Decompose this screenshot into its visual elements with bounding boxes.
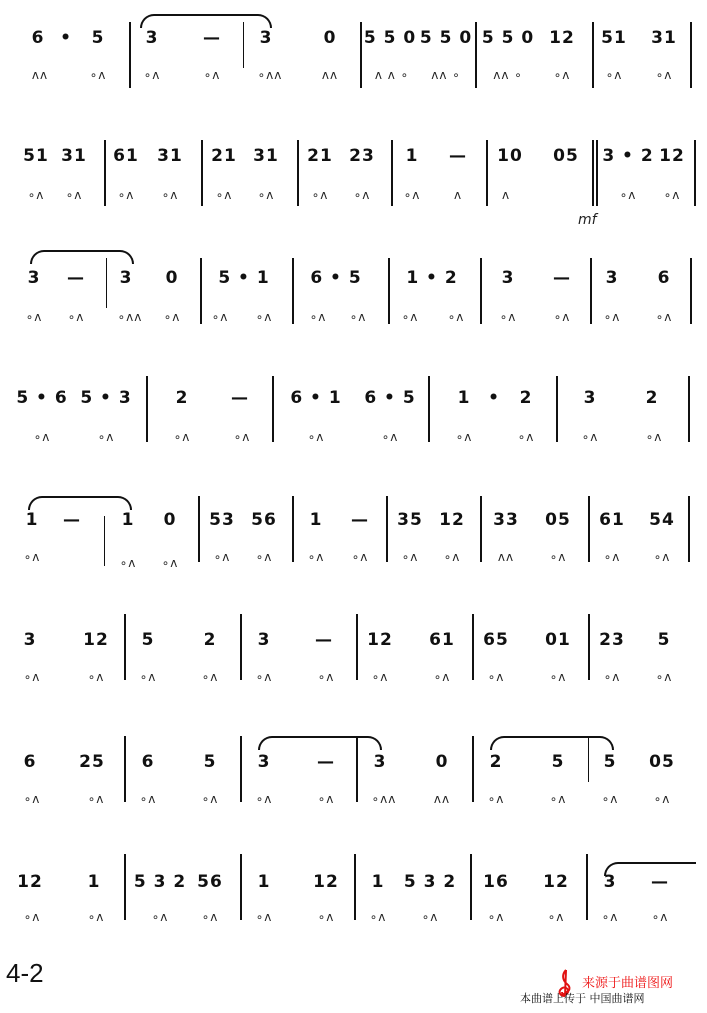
barline xyxy=(588,496,590,562)
note: 3 xyxy=(603,872,617,892)
bowing-mark: ∘ʌ xyxy=(553,68,571,82)
dash-extension: — xyxy=(351,510,369,530)
note: 6 • 5 xyxy=(364,388,416,408)
bowing-mark: ʌʌ xyxy=(433,792,451,806)
bowing-mark: ∘ʌ xyxy=(663,188,681,202)
page-number: 4-2 xyxy=(6,958,44,988)
bowing-mark: ∘ʌ xyxy=(517,430,535,444)
note: 2 xyxy=(203,630,217,650)
bowing-mark: ∘ʌ xyxy=(311,188,329,202)
bowing-mark: ∘ʌ xyxy=(307,430,325,444)
bowing-mark: ∘ʌ xyxy=(603,670,621,684)
barline xyxy=(124,614,126,680)
note: 3 xyxy=(119,268,133,288)
bowing-mark: ∘ʌ xyxy=(255,910,273,924)
barline xyxy=(588,736,589,782)
note: 2 xyxy=(645,388,659,408)
note: 12 xyxy=(17,872,43,892)
staff-system-1 xyxy=(0,20,707,100)
bowing-mark: ∘ʌ xyxy=(605,68,623,82)
note: 0 xyxy=(165,268,179,288)
bowing-mark: ∘ʌ xyxy=(23,670,41,684)
bowing-mark: ∘ʌ xyxy=(255,550,273,564)
bowing-mark: ∘ʌ xyxy=(499,310,517,324)
augmentation-dot: • xyxy=(60,28,72,48)
bowing-mark: ∘ʌ xyxy=(255,310,273,324)
barline xyxy=(201,140,203,206)
note: 3 xyxy=(27,268,41,288)
note: 6 xyxy=(31,28,45,48)
bowing-mark: ∘ʌ xyxy=(215,188,233,202)
bowing-mark: ∘ʌ xyxy=(203,68,221,82)
barline xyxy=(386,496,388,562)
bowing-mark: ∘ʌʌ xyxy=(257,68,283,82)
barline xyxy=(198,496,200,562)
bowing-mark: ∘ʌ xyxy=(213,550,231,564)
bowing-mark: ∘ʌ xyxy=(401,310,419,324)
bowing-mark: ∘ʌ xyxy=(117,188,135,202)
barline xyxy=(292,496,294,562)
note: 5 xyxy=(91,28,105,48)
bowing-mark: ∘ʌ xyxy=(655,68,673,82)
note: 5 xyxy=(141,630,155,650)
barline xyxy=(480,496,482,562)
bowing-mark: ∘ʌ xyxy=(139,670,157,684)
note: 31 xyxy=(61,146,87,166)
note: 0 xyxy=(435,752,449,772)
barline xyxy=(592,140,594,206)
note: 5 3 2 xyxy=(403,872,457,892)
bowing-mark: ∘ʌ xyxy=(87,792,105,806)
bowing-mark: ∘ʌ xyxy=(87,670,105,684)
barline xyxy=(428,376,430,442)
bowing-mark: ∘ʌ xyxy=(349,310,367,324)
bowing-mark: ʌʌ ∘ xyxy=(493,68,523,82)
bowing-mark: ʌ ʌ ∘ xyxy=(374,68,410,82)
note: 61 xyxy=(429,630,455,650)
barline xyxy=(354,854,356,920)
bowing-mark: ∘ʌ xyxy=(487,792,505,806)
note: 6 xyxy=(657,268,671,288)
bowing-mark: ∘ʌ xyxy=(645,430,663,444)
bowing-mark: ∘ʌ xyxy=(401,550,419,564)
bowing-mark: ∘ʌ xyxy=(161,188,179,202)
note: 6 • 1 xyxy=(290,388,342,408)
bowing-mark: ʌʌ xyxy=(321,68,339,82)
note: 23 xyxy=(349,146,375,166)
tie-arc xyxy=(30,250,134,264)
note: 5 • 6 xyxy=(16,388,68,408)
barline xyxy=(690,258,692,324)
bowing-mark: ∘ʌ xyxy=(201,910,219,924)
bowing-mark: ∘ʌ xyxy=(233,430,251,444)
bowing-mark: ∘ʌ xyxy=(201,792,219,806)
bowing-mark: ∘ʌ xyxy=(255,792,273,806)
watermark-upload-text: 本曲谱上传于 中国曲谱网 xyxy=(520,992,645,1005)
note: 1 • 2 xyxy=(406,268,458,288)
barline xyxy=(586,854,588,920)
note: 5 5 0 xyxy=(481,28,535,48)
dynamic-marking: mf xyxy=(578,212,597,228)
note: 5 3 2 xyxy=(133,872,187,892)
barline xyxy=(592,22,594,88)
bowing-mark: ∘ʌ xyxy=(549,670,567,684)
bowing-mark: ʌ xyxy=(501,188,511,202)
staff-system-4 xyxy=(0,374,707,454)
bowing-mark: ∘ʌ xyxy=(87,910,105,924)
staff-system-3 xyxy=(0,256,707,336)
augmentation-dot: • xyxy=(488,388,500,408)
barline xyxy=(124,736,126,802)
bowing-mark: ∘ʌ xyxy=(257,188,275,202)
bowing-mark: ∘ʌ xyxy=(67,310,85,324)
note: 12 xyxy=(439,510,465,530)
bowing-mark: ∘ʌ xyxy=(603,550,621,564)
note: 1 xyxy=(25,510,39,530)
bowing-mark: ∘ʌ xyxy=(97,430,115,444)
barline xyxy=(694,140,696,206)
tie-arc xyxy=(28,496,132,510)
barline xyxy=(240,736,242,802)
note: 1 xyxy=(87,872,101,892)
barline xyxy=(124,854,126,920)
barline xyxy=(297,140,299,206)
barline xyxy=(129,22,131,88)
tie-arc xyxy=(140,14,272,28)
bowing-mark: ∘ʌʌ xyxy=(117,310,143,324)
bowing-mark: ∘ʌ xyxy=(371,670,389,684)
staff-system-2 xyxy=(0,138,707,228)
note: 5 xyxy=(203,752,217,772)
barline xyxy=(472,736,474,802)
bowing-mark: ∘ʌ xyxy=(403,188,421,202)
bowing-mark: ∘ʌ xyxy=(653,550,671,564)
bowing-mark: ∘ʌ xyxy=(653,792,671,806)
bowing-mark: ∘ʌ xyxy=(651,910,669,924)
barline xyxy=(480,258,482,324)
note: 51 xyxy=(23,146,49,166)
bowing-mark: ∘ʌ xyxy=(89,68,107,82)
bowing-mark: ∘ʌ xyxy=(151,910,169,924)
bowing-mark: ʌʌ xyxy=(31,68,49,82)
bowing-mark: ∘ʌ xyxy=(255,670,273,684)
note: 1 xyxy=(257,872,271,892)
bowing-mark: ∘ʌ xyxy=(65,188,83,202)
note: 5 xyxy=(603,752,617,772)
note: 6 xyxy=(141,752,155,772)
bowing-mark: ∘ʌ xyxy=(487,910,505,924)
note: 3 xyxy=(605,268,619,288)
bowing-mark: ʌʌ xyxy=(497,550,515,564)
bowing-mark: ∘ʌ xyxy=(317,910,335,924)
bowing-mark: ∘ʌ xyxy=(549,792,567,806)
bowing-mark: ∘ʌ xyxy=(307,550,325,564)
bowing-mark: ʌʌ ∘ xyxy=(431,68,461,82)
note: 6 xyxy=(23,752,37,772)
note: 2 xyxy=(175,388,189,408)
note: 21 xyxy=(211,146,237,166)
barline xyxy=(292,258,294,324)
dash-extension: — xyxy=(315,630,333,650)
barline xyxy=(360,22,362,88)
note: 05 xyxy=(553,146,579,166)
barline xyxy=(104,516,105,566)
barline xyxy=(588,614,590,680)
note: 35 xyxy=(397,510,423,530)
note: 16 xyxy=(483,872,509,892)
note: 3 xyxy=(583,388,597,408)
note: 5 • 3 xyxy=(80,388,132,408)
barline xyxy=(240,614,242,680)
bowing-mark: ∘ʌ xyxy=(317,792,335,806)
note: 0 xyxy=(323,28,337,48)
note: 53 xyxy=(209,510,235,530)
bowing-mark: ∘ʌ xyxy=(603,310,621,324)
tie-arc xyxy=(604,862,696,876)
bowing-mark: ∘ʌ xyxy=(27,188,45,202)
barline xyxy=(391,140,393,206)
barline xyxy=(486,140,488,206)
note: 3 xyxy=(23,630,37,650)
bowing-mark: ∘ʌ xyxy=(369,910,387,924)
note: 5 5 0 xyxy=(363,28,417,48)
note: 01 xyxy=(545,630,571,650)
note: 51 xyxy=(601,28,627,48)
note: 56 xyxy=(197,872,223,892)
dash-extension: — xyxy=(449,146,467,166)
bowing-mark: ∘ʌ xyxy=(309,310,327,324)
barline xyxy=(688,376,690,442)
bowing-mark: ∘ʌ xyxy=(553,310,571,324)
note: 12 xyxy=(543,872,569,892)
note: 5 5 0 xyxy=(419,28,473,48)
note: 3 xyxy=(257,630,271,650)
note: 12 xyxy=(313,872,339,892)
barline xyxy=(590,258,592,324)
bowing-mark: ∘ʌ xyxy=(23,550,41,564)
note: 0 xyxy=(163,510,177,530)
bowing-mark: ∘ʌ xyxy=(211,310,229,324)
note: 05 xyxy=(545,510,571,530)
bowing-mark: ∘ʌ xyxy=(601,910,619,924)
staff-system-6 xyxy=(0,612,707,692)
note: 3 • 2 xyxy=(602,146,654,166)
bowing-mark: ∘ʌ xyxy=(487,670,505,684)
bowing-mark: ∘ʌ xyxy=(447,310,465,324)
bowing-mark: ∘ʌ xyxy=(119,556,137,570)
note: 21 xyxy=(307,146,333,166)
bowing-mark: ∘ʌ xyxy=(421,910,439,924)
bowing-mark: ∘ʌ xyxy=(33,430,51,444)
barline xyxy=(388,258,390,324)
tie-arc xyxy=(490,736,614,750)
bowing-mark: ∘ʌ xyxy=(201,670,219,684)
dash-extension: — xyxy=(203,28,221,48)
staff-system-5 xyxy=(0,494,707,574)
note: 3 xyxy=(501,268,515,288)
barline xyxy=(556,376,558,442)
note: 1 xyxy=(309,510,323,530)
dash-extension: — xyxy=(553,268,571,288)
bowing-mark: ∘ʌ xyxy=(619,188,637,202)
barline xyxy=(104,140,106,206)
tie-arc xyxy=(258,736,382,750)
bowing-mark: ʌ xyxy=(453,188,463,202)
barline xyxy=(243,22,244,68)
note: 3 xyxy=(373,752,387,772)
note: 23 xyxy=(599,630,625,650)
bowing-mark: ∘ʌ xyxy=(433,670,451,684)
note: 31 xyxy=(253,146,279,166)
bowing-mark: ∘ʌ xyxy=(353,188,371,202)
watermark-source-text: 来源于曲谱图网 xyxy=(582,976,674,991)
bowing-mark: ∘ʌ xyxy=(23,910,41,924)
note: 12 xyxy=(549,28,575,48)
bowing-mark: ∘ʌ xyxy=(163,310,181,324)
bowing-mark: ∘ʌ xyxy=(601,792,619,806)
note: 3 xyxy=(257,752,271,772)
staff-system-7 xyxy=(0,734,707,814)
bowing-mark: ∘ʌ xyxy=(143,68,161,82)
note: 33 xyxy=(493,510,519,530)
note: 2 xyxy=(519,388,533,408)
note: 5 • 1 xyxy=(218,268,270,288)
note: 3 xyxy=(259,28,273,48)
bowing-mark: ∘ʌ xyxy=(173,430,191,444)
bowing-mark: ∘ʌ xyxy=(351,550,369,564)
barline xyxy=(475,22,477,88)
bowing-mark: ∘ʌ xyxy=(161,556,179,570)
bowing-mark: ∘ʌ xyxy=(547,910,565,924)
barline xyxy=(200,258,202,324)
barline xyxy=(690,22,692,88)
note: 2 xyxy=(489,752,503,772)
barline xyxy=(240,854,242,920)
note: 05 xyxy=(649,752,675,772)
note: 56 xyxy=(251,510,277,530)
barline xyxy=(596,140,598,206)
note: 10 xyxy=(497,146,523,166)
barline xyxy=(356,614,358,680)
note: 12 xyxy=(659,146,685,166)
note: 61 xyxy=(113,146,139,166)
dash-extension: — xyxy=(67,268,85,288)
note: 31 xyxy=(157,146,183,166)
note: 5 xyxy=(657,630,671,650)
note: 1 xyxy=(405,146,419,166)
note: 31 xyxy=(651,28,677,48)
note: 12 xyxy=(83,630,109,650)
bowing-mark: ∘ʌ xyxy=(655,310,673,324)
note: 25 xyxy=(79,752,105,772)
bowing-mark: ∘ʌ xyxy=(549,550,567,564)
dash-extension: — xyxy=(317,752,335,772)
bowing-mark: ∘ʌ xyxy=(381,430,399,444)
bowing-mark: ∘ʌ xyxy=(317,670,335,684)
barline xyxy=(688,496,690,562)
note: 61 xyxy=(599,510,625,530)
barline xyxy=(106,258,107,308)
barline xyxy=(272,376,274,442)
bowing-mark: ∘ʌ xyxy=(443,550,461,564)
bowing-mark: ∘ʌ xyxy=(655,670,673,684)
note: 65 xyxy=(483,630,509,650)
note: 3 xyxy=(145,28,159,48)
dash-extension: — xyxy=(231,388,249,408)
bowing-mark: ∘ʌ xyxy=(23,792,41,806)
bowing-mark: ∘ʌ xyxy=(139,792,157,806)
dash-extension: — xyxy=(63,510,81,530)
note: 1 xyxy=(371,872,385,892)
staff-system-8 xyxy=(0,852,707,932)
note: 12 xyxy=(367,630,393,650)
barline xyxy=(356,736,358,802)
note: 1 xyxy=(457,388,471,408)
bowing-mark: ∘ʌ xyxy=(581,430,599,444)
bowing-mark: ∘ʌ xyxy=(455,430,473,444)
bowing-mark: ∘ʌʌ xyxy=(371,792,397,806)
barline xyxy=(146,376,148,442)
note: 54 xyxy=(649,510,675,530)
note: 1 xyxy=(121,510,135,530)
barline xyxy=(470,854,472,920)
note: 6 • 5 xyxy=(310,268,362,288)
bowing-mark: ∘ʌ xyxy=(25,310,43,324)
dash-extension: — xyxy=(651,872,669,892)
note: 5 xyxy=(551,752,565,772)
barline xyxy=(472,614,474,680)
